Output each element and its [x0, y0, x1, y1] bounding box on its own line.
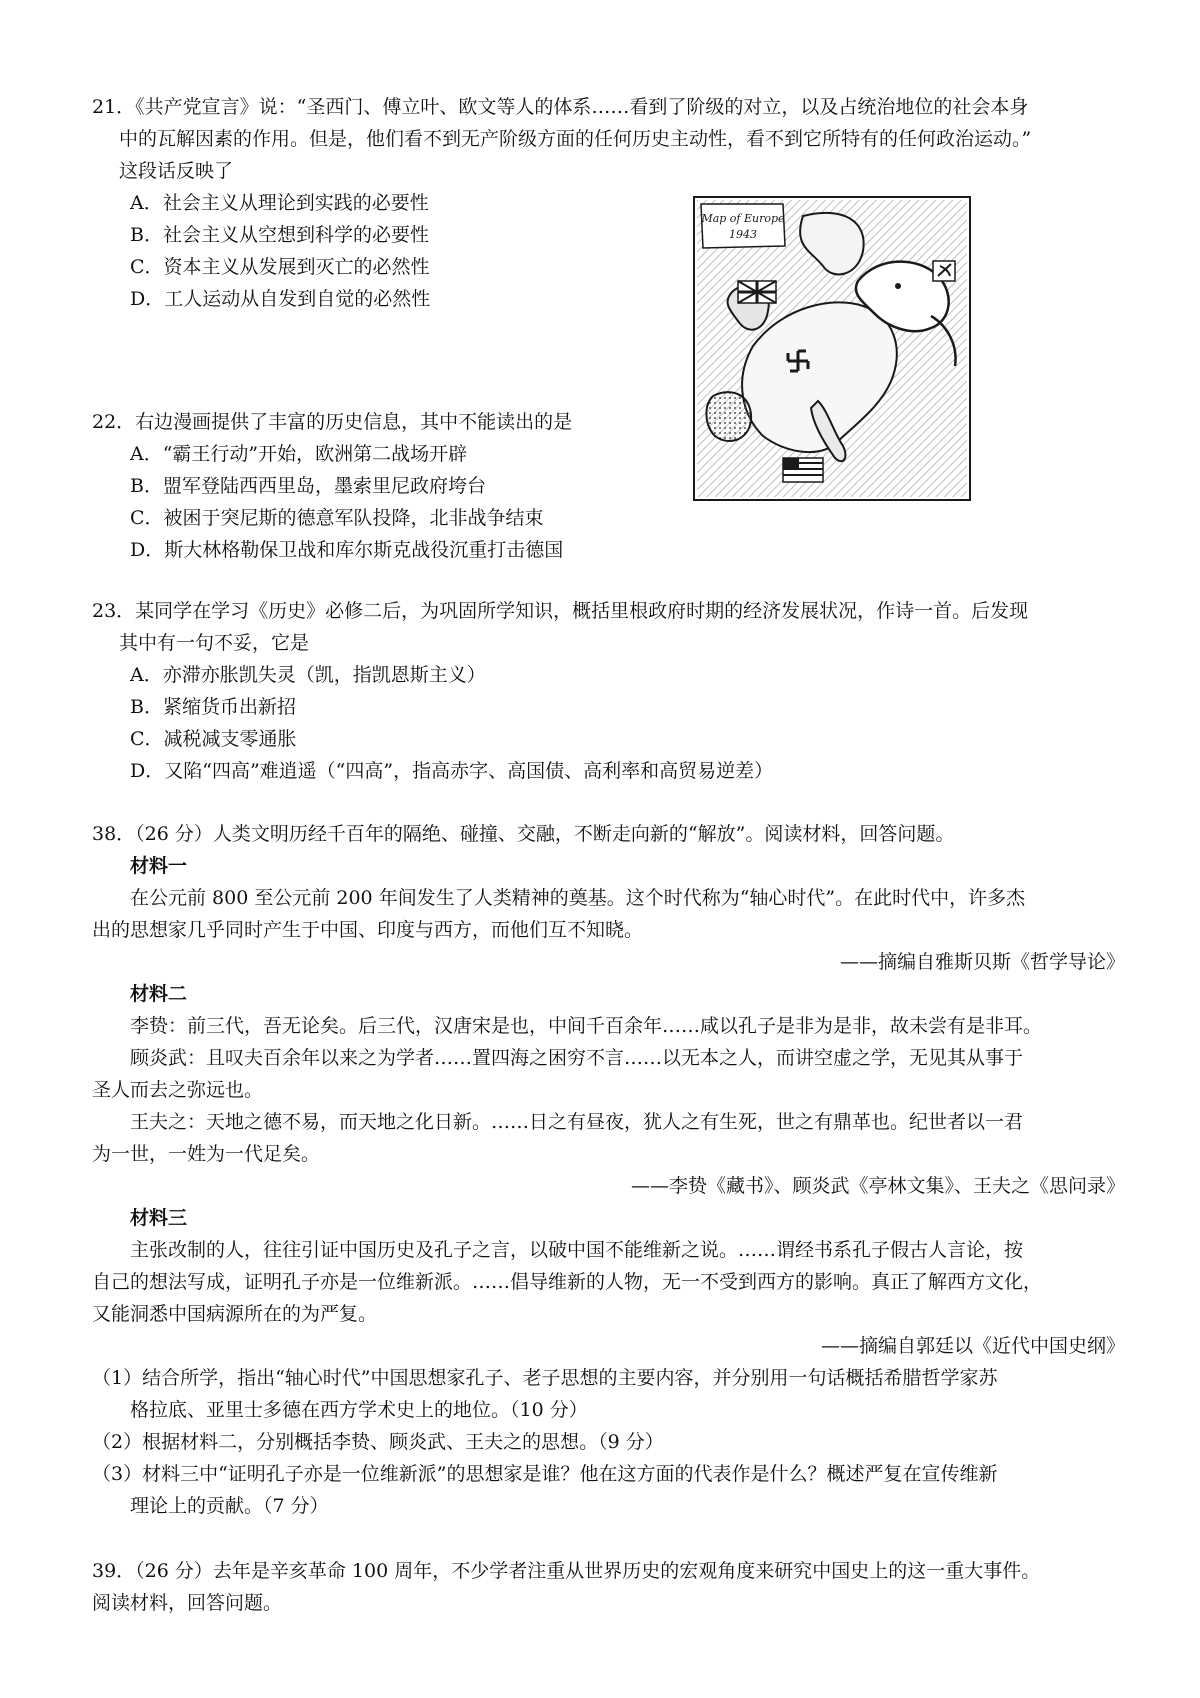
q21-stem-line1: 21．《共产党宣言》说：“圣西门、傅立叶、欧文等人的体系……看到了阶级的对立，以及占统治地位的社会本身	[92, 96, 1029, 118]
q23-stem-line2: 其中有一句不妥，它是	[119, 632, 310, 654]
q22-option-b: B．盟军登陆西西里岛，墨索里尼政府垮台	[130, 475, 486, 497]
q38-material2-title: 材料二	[130, 983, 188, 1005]
q22-stem: 22．右边漫画提供了丰富的历史信息，其中不能读出的是	[92, 411, 573, 433]
q38-material2-line1: 李贽：前三代，吾无论矣。后三代，汉唐宋是也，中间千百余年……咸以孔子是非为是非，故未尝有是非耳。	[130, 1015, 1043, 1037]
q38-material2-line5: 为一世，一姓为一代足矣。	[92, 1143, 321, 1165]
q38-subquestion1-line1: （1）结合所学，指出“轴心时代”中国思想家孔子、老子思想的主要内容，并分别用一句话概括希腊哲学家苏	[92, 1367, 998, 1389]
q38-subquestion3-line1: （3）材料三中“证明孔子亦是一位维新派”的思想家是谁？他在这方面的代表作是什么？概述严复在宣传维新	[92, 1463, 998, 1485]
q39-stem-line2: 阅读材料，回答问题。	[92, 1592, 283, 1614]
q39-stem-line1: 39．（26 分）去年是辛亥革命 100 周年，不少学者注重从世界历史的宏观角度来研究中国史上的这一重大事件。	[92, 1560, 1041, 1582]
q38-material1-line1: 在公元前 800 至公元前 200 年间发生了人类精神的奠基。这个时代称为“轴心时代”。在此时代中，许多杰	[130, 887, 1026, 909]
q23-option-c: C．减税减支零通胀	[130, 728, 297, 750]
q21-option-d: D．工人运动从自发到自觉的必然性	[130, 288, 431, 310]
q22-option-d: D．斯大林格勒保卫战和库尔斯克战役沉重打击德国	[130, 539, 564, 561]
q23-stem-line1: 23．某同学在学习《历史》必修二后，为巩固所学知识，概括里根政府时期的经济发展状况，作诗一首。后发现	[92, 600, 1029, 622]
q23-option-d: D．又陷“四高”难逍遥（“四高”，指高赤字、高国债、高利率和高贸易逆差）	[130, 760, 774, 782]
q23-option-a: A．亦滞亦胀凯失灵（凯，指凯恩斯主义）	[130, 664, 486, 686]
map-illustration	[693, 196, 971, 501]
q38-material3-source: ——摘编自郭廷以《近代中国史纲》	[820, 1335, 1125, 1357]
q38-material2-source: ——李贽《藏书》、顾炎武《亭林文集》、王夫之《思问录》	[630, 1175, 1125, 1197]
q21-stem-line3: 这段话反映了	[119, 160, 234, 182]
q38-material2-line3: 圣人而去之弥远也。	[92, 1079, 264, 1101]
q21-option-b: B．社会主义从空想到科学的必要性	[130, 224, 429, 246]
q38-material2-line4: 王夫之：天地之德不易，而天地之化日新。……日之有昼夜，犹人之有生死，世之有鼎革也。纪世者以一君	[130, 1111, 1024, 1133]
q22-option-a: A．“霸王行动”开始，欧洲第二战场开辟	[130, 443, 468, 465]
q38-subquestion1-line2: 格拉底、亚里士多德在西方学术史上的地位。（10 分）	[130, 1399, 588, 1421]
q38-material3-line1: 主张改制的人，往往引证中国历史及孔子之言，以破中国不能维新之说。……谓经书系孔子假古人言论，按	[130, 1239, 1024, 1261]
q21-option-a: A．社会主义从理论到实践的必要性	[130, 192, 429, 214]
q23-option-b: B．紧缩货币出新招	[130, 696, 296, 718]
map-title-line2: 1943	[729, 228, 757, 241]
q38-subquestion3-line2: 理论上的贡献。（7 分）	[130, 1495, 329, 1517]
europe-map-cartoon	[693, 196, 971, 501]
q38-material3-line2: 自己的想法写成，证明孔子亦是一位维新派。……倡导维新的人物，无一不受到西方的影响。真正了解西方文化，	[92, 1271, 1043, 1293]
q38-material1-title: 材料一	[130, 855, 188, 877]
q38-material3-line3: 又能洞悉中国病源所在的为严复。	[92, 1303, 378, 1325]
q38-material3-title: 材料三	[130, 1207, 188, 1229]
q38-material1-source: ——摘编自雅斯贝斯《哲学导论》	[839, 951, 1125, 973]
q38-material2-line2: 顾炎武：且叹夫百余年以来之为学者……置四海之困穷不言……以无本之人，而讲空虚之学，无见其从事于	[130, 1047, 1024, 1069]
q38-material1-line2: 出的思想家几乎同时产生于中国、印度与西方，而他们互不知晓。	[92, 919, 644, 941]
q21-option-c: C．资本主义从发展到灭亡的必然性	[130, 256, 430, 278]
q38-intro: 38．（26 分）人类文明历经千百年的隔绝、碰撞、交融，不断走向新的“解放”。阅读材料，回答问题。	[92, 823, 955, 845]
q21-stem-line2: 中的瓦解因素的作用。但是，他们看不到无产阶级方面的任何历史主动性，看不到它所特有的任何政治运动。”	[119, 128, 1032, 150]
q38-subquestion2: （2）根据材料二，分别概括李贽、顾炎武、王夫之的思想。（9 分）	[92, 1431, 664, 1453]
map-title-line1: Map of Europe	[701, 212, 785, 225]
q22-option-c: C．被困于突尼斯的德意军队投降，北非战争结束	[130, 507, 544, 529]
